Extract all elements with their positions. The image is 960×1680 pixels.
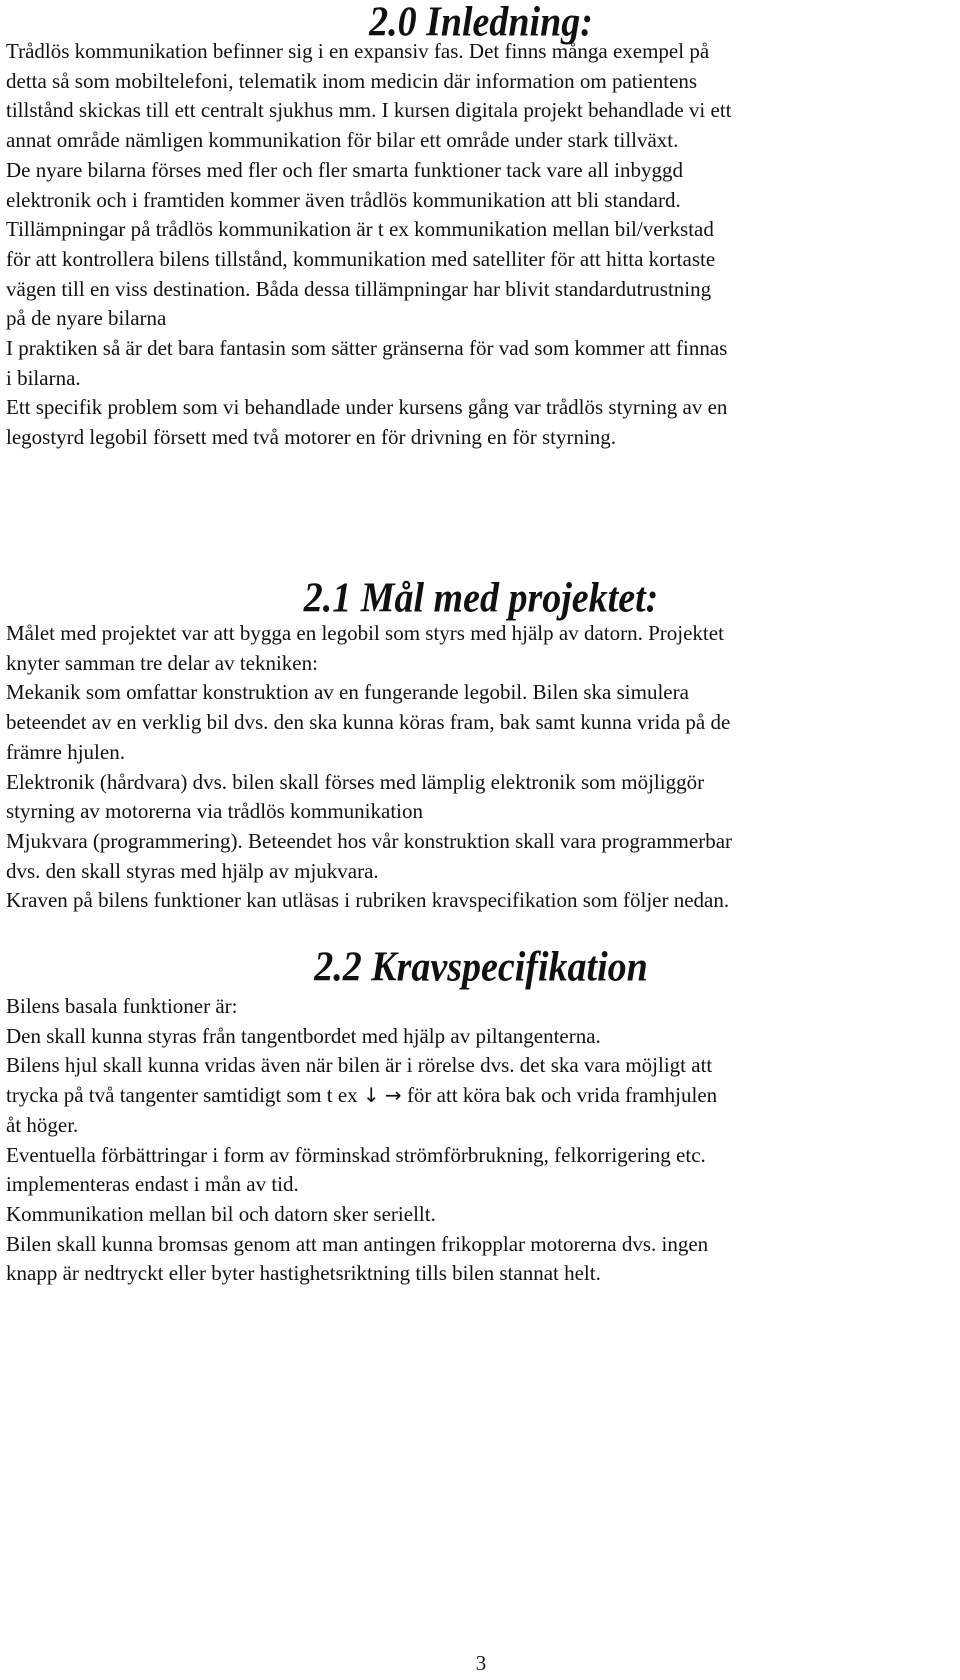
text-line: Kommunikation mellan bil och datorn sker seriellt.: [6, 1201, 436, 1226]
text-line: Bilens hjul skall kunna vridas även när bilen är i rörelse dvs. det ska vara möjligt att: [6, 1053, 713, 1078]
text-line: Målet med projektet var att bygga en legobil som styrs med hjälp av datorn. Projektet: [6, 621, 724, 645]
document-page: [6, 0, 956, 1680]
arrow-down-icon: ↓: [362, 1083, 380, 1108]
paragraph-kravspecifikation: [6, 992, 956, 1289]
text-line: Bilen skall kunna bromsas genom att man antingen frikopplar motorerna dvs. ingen: [6, 1231, 709, 1256]
text-line: i bilarna.: [6, 365, 81, 390]
text-line: Trådlös kommunikation befinner sig i en expansiv fas. Det finns många exempel på: [6, 39, 710, 63]
text-line: I praktiken så är det bara fantasin som sätter gränserna för vad som kommer att finnas: [6, 336, 728, 361]
text-fragment: trycka på två tangenter samtidigt som t ex: [6, 1083, 363, 1108]
text-line: på de nyare bilarna: [6, 306, 167, 331]
text-line: elektronik och i framtiden kommer även trådlös kommunikation att bli standard.: [6, 187, 681, 212]
paragraph-mal-med-projektet: [6, 619, 956, 916]
text-line: Bilens basala funktioner är:: [6, 994, 238, 1018]
heading-inledning: 2.0 Inledning:: [369, 0, 593, 46]
text-line: detta så som mobiltelefoni, telematik inom medicin där information om patientens: [6, 68, 698, 93]
heading-kravspecifikation: 2.2 Kravspecifikation: [314, 943, 648, 991]
text-line: Den skall kunna styras från tangentbordet med hjälp av piltangenterna.: [6, 1023, 601, 1048]
text-line: Mjukvara (programmering). Beteendet hos vår konstruktion skall vara programmerbar: [6, 828, 733, 853]
text-line: för att kontrollera bilens tillstånd, kommunikation med satelliter för att hitta kortaste: [6, 246, 716, 271]
text-line: tillstånd skickas till ett centralt sjukhus mm. I kursen digitala projekt behandlade vi ett: [6, 98, 732, 123]
text-line: legostyrd legobil försett med två motorer en för drivning en för styrning.: [6, 425, 617, 450]
text-line: främre hjulen.: [6, 739, 125, 764]
paragraph-inledning: [6, 37, 956, 453]
text-line: knyter samman tre delar av tekniken:: [6, 650, 318, 675]
text-line: implementeras endast i mån av tid.: [6, 1172, 299, 1197]
text-line: De nyare bilarna förses med fler och fler smarta funktioner tack vare all inbyggd: [6, 157, 683, 182]
arrow-right-icon: →: [384, 1083, 402, 1108]
text-line-arrow-keys: [6, 1081, 956, 1111]
text-line: annat område nämligen kommunikation för bilar ett område under stark tillväxt.: [6, 128, 679, 153]
text-line: styrning av motorerna via trådlös kommunikation: [6, 799, 424, 824]
text-line: Kraven på bilens funktioner kan utläsas i rubriken kravspecifikation som följer nedan.: [6, 888, 730, 913]
text-line: beteendet av en verklig bil dvs. den ska kunna köras fram, bak samt kunna vrida på de: [6, 710, 731, 735]
text-line: knapp är nedtryckt eller byter hastighetsriktning tills bilen stannat helt.: [6, 1261, 601, 1286]
text-line: Eventuella förbättringar i form av förminskad strömförbrukning, felkorrigering etc.: [6, 1142, 706, 1167]
text-line: dvs. den skall styras med hjälp av mjukvara.: [6, 858, 379, 883]
text-fragment: för att köra bak och vrida framhjulen: [401, 1083, 718, 1108]
text-line: åt höger.: [6, 1112, 79, 1137]
heading-mal-med-projektet: 2.1 Mål med projektet:: [303, 574, 659, 622]
text-line: Ett specifik problem som vi behandlade under kursens gång var trådlös styrning av en: [6, 395, 728, 420]
text-line: Elektronik (hårdvara) dvs. bilen skall förses med lämplig elektronik som möjliggör: [6, 769, 705, 794]
text-line: Tillämpningar på trådlös kommunikation är t ex kommunikation mellan bil/verkstad: [6, 217, 714, 242]
page-number: 3: [475, 1651, 487, 1675]
text-line: Mekanik som omfattar konstruktion av en fungerande legobil. Bilen ska simulera: [6, 680, 689, 705]
text-line: vägen till en viss destination. Båda dessa tillämpningar har blivit standardutrustning: [6, 276, 712, 301]
